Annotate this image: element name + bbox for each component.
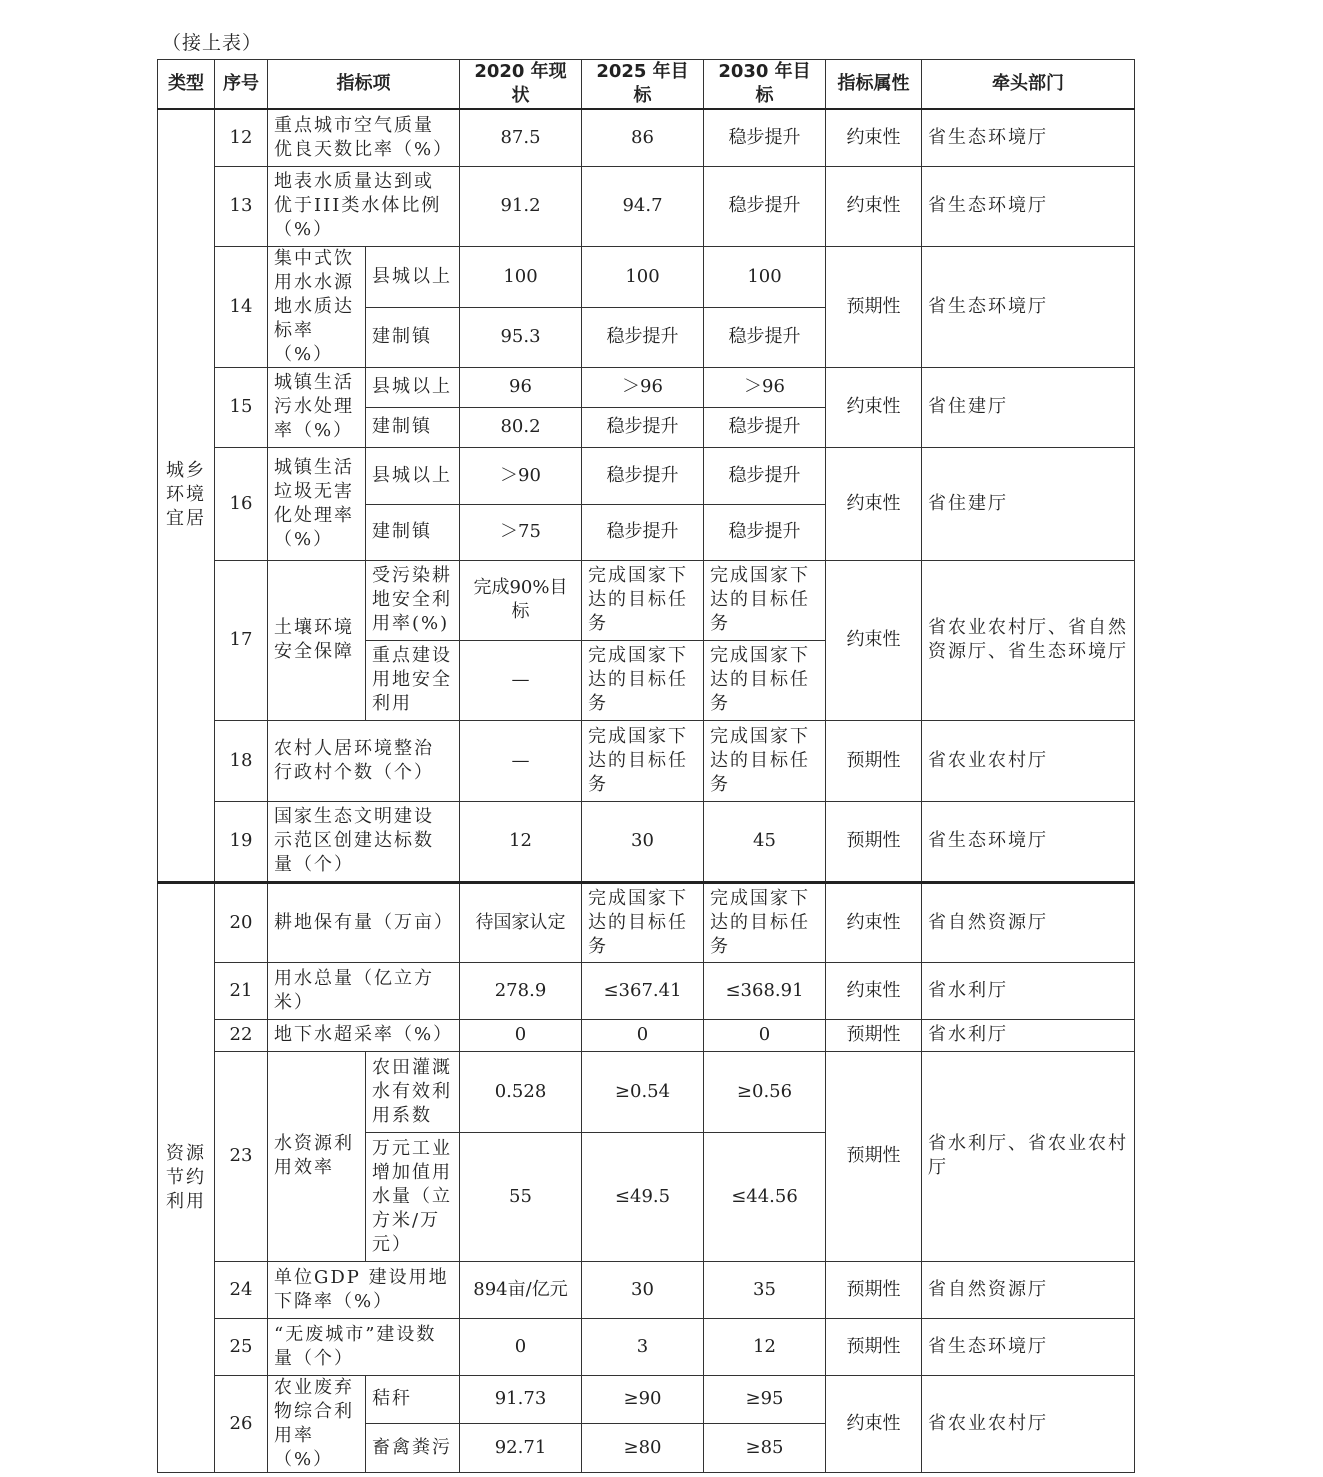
sub-indicator-name: 县城以上 [366, 447, 460, 504]
seq-cell: 22 [215, 1019, 268, 1051]
indicator-attr: 约束性 [826, 109, 922, 166]
value-2020: 87.5 [460, 109, 582, 166]
lead-dept: 省生态环境厅 [922, 166, 1135, 246]
indicator-attr: 预期性 [826, 1261, 922, 1318]
value-2020: — [460, 640, 582, 720]
value-2020: 100 [460, 246, 582, 308]
value-2025: ≤367.41 [582, 962, 704, 1019]
value-2025: 完成国家下达的目标任务 [582, 882, 704, 962]
value-2020: 待国家认定 [460, 882, 582, 962]
value-2030: ≥85 [704, 1424, 826, 1473]
indicator-name: 农村人居环境整治行政村个数（个） [268, 720, 460, 801]
value-2025: 3 [582, 1318, 704, 1375]
table-row [158, 720, 1135, 801]
table-row [158, 109, 1135, 166]
value-2030: 45 [704, 801, 826, 882]
header-row [158, 60, 1135, 110]
value-2030: 稳步提升 [704, 447, 826, 504]
value-2030: 稳步提升 [704, 308, 826, 367]
value-2030: 12 [704, 1318, 826, 1375]
table-continued-caption: （接上表） [162, 32, 263, 54]
value-2020: 894亩/亿元 [460, 1261, 582, 1318]
value-2025: 稳步提升 [582, 504, 704, 560]
header-2030: 2030 年目标 [704, 60, 826, 110]
value-2025: 完成国家下达的目标任务 [582, 720, 704, 801]
sub-indicator-name: 秸秆 [366, 1375, 460, 1424]
lead-dept: 省水利厅 [922, 962, 1135, 1019]
value-2020: 96 [460, 367, 582, 407]
seq-cell: 17 [215, 560, 268, 720]
value-2025: ≥90 [582, 1375, 704, 1424]
indicator-attr: 预期性 [826, 1019, 922, 1051]
value-2025: 100 [582, 246, 704, 308]
value-2030: 100 [704, 246, 826, 308]
table-row [158, 1318, 1135, 1375]
value-2025: 稳步提升 [582, 447, 704, 504]
lead-dept: 省生态环境厅 [922, 109, 1135, 166]
lead-dept: 省住建厅 [922, 447, 1135, 560]
value-2020: 95.3 [460, 308, 582, 367]
value-2020: ＞75 [460, 504, 582, 560]
sub-indicator-name: 建制镇 [366, 407, 460, 447]
lead-dept: 省农业农村厅 [922, 1375, 1135, 1472]
table-row [158, 882, 1135, 962]
indicator-name: 城镇生活垃圾无害化处理率（%） [268, 447, 366, 560]
sub-indicator-name: 建制镇 [366, 308, 460, 367]
indicator-name: 耕地保有量（万亩） [268, 882, 460, 962]
table-row [158, 246, 1135, 308]
indicator-attr: 约束性 [826, 962, 922, 1019]
value-2020: 0.528 [460, 1051, 582, 1132]
table-row [158, 962, 1135, 1019]
seq-cell: 12 [215, 109, 268, 166]
value-2025: ≥0.54 [582, 1051, 704, 1132]
indicator-attr: 约束性 [826, 166, 922, 246]
seq-cell: 15 [215, 367, 268, 447]
header-seq: 序号 [215, 60, 268, 110]
indicator-attr: 约束性 [826, 367, 922, 447]
value-2025: 94.7 [582, 166, 704, 246]
lead-dept: 省水利厅、省农业农村厅 [922, 1051, 1135, 1261]
value-2030: 完成国家下达的目标任务 [704, 882, 826, 962]
lead-dept: 省生态环境厅 [922, 801, 1135, 882]
indicator-attr: 预期性 [826, 720, 922, 801]
header-type: 类型 [158, 60, 215, 110]
sub-indicator-name: 建制镇 [366, 504, 460, 560]
indicator-attr: 预期性 [826, 801, 922, 882]
value-2030: 完成国家下达的目标任务 [704, 640, 826, 720]
value-2020: 12 [460, 801, 582, 882]
value-2030: ＞96 [704, 367, 826, 407]
indicator-name: 地下水超采率（%） [268, 1019, 460, 1051]
seq-cell: 18 [215, 720, 268, 801]
seq-cell: 26 [215, 1375, 268, 1472]
lead-dept: 省生态环境厅 [922, 1318, 1135, 1375]
value-2030: ≤368.91 [704, 962, 826, 1019]
lead-dept: 省自然资源厅 [922, 882, 1135, 962]
header-dept: 牵头部门 [922, 60, 1135, 110]
value-2025: 30 [582, 801, 704, 882]
table-row [158, 1019, 1135, 1051]
table-row [158, 447, 1135, 504]
indicator-name: 集中式饮用水水源地水质达标率（%） [268, 246, 366, 367]
value-2030: 稳步提升 [704, 407, 826, 447]
header-2020: 2020 年现状 [460, 60, 582, 110]
indicator-name: 农业废弃物综合利用率（%） [268, 1375, 366, 1472]
lead-dept: 省农业农村厅 [922, 720, 1135, 801]
value-2025: 86 [582, 109, 704, 166]
value-2030: 稳步提升 [704, 109, 826, 166]
value-2025: ≤49.5 [582, 1132, 704, 1261]
value-2020: 0 [460, 1318, 582, 1375]
header-attr: 指标属性 [826, 60, 922, 110]
value-2020: 91.73 [460, 1375, 582, 1424]
value-2030: ≤44.56 [704, 1132, 826, 1261]
value-2020: 80.2 [460, 407, 582, 447]
value-2030: 完成国家下达的目标任务 [704, 720, 826, 801]
indicator-name: 城镇生活污水处理率（%） [268, 367, 366, 447]
indicator-name: 土壤环境安全保障 [268, 560, 366, 720]
value-2020: — [460, 720, 582, 801]
indicator-attr: 约束性 [826, 882, 922, 962]
value-2030: 35 [704, 1261, 826, 1318]
sub-indicator-name: 受污染耕地安全利用率(%) [366, 560, 460, 640]
lead-dept: 省住建厅 [922, 367, 1135, 447]
value-2020: 55 [460, 1132, 582, 1261]
indicator-attr: 预期性 [826, 246, 922, 367]
table-row [158, 801, 1135, 882]
value-2025: 稳步提升 [582, 407, 704, 447]
indicator-name: 单位GDP 建设用地下降率（%） [268, 1261, 460, 1318]
sub-indicator-name: 农田灌溉水有效利用系数 [366, 1051, 460, 1132]
seq-cell: 21 [215, 962, 268, 1019]
indicator-attr: 约束性 [826, 560, 922, 720]
value-2020: 91.2 [460, 166, 582, 246]
indicator-table [157, 59, 1135, 1473]
value-2025: ≥80 [582, 1424, 704, 1473]
sub-indicator-name: 县城以上 [366, 367, 460, 407]
value-2025: 完成国家下达的目标任务 [582, 640, 704, 720]
seq-cell: 16 [215, 447, 268, 560]
seq-cell: 25 [215, 1318, 268, 1375]
header-2025: 2025 年目标 [582, 60, 704, 110]
lead-dept: 省水利厅 [922, 1019, 1135, 1051]
lead-dept: 省生态环境厅 [922, 246, 1135, 367]
category-urban: 城乡环境宜居 [158, 109, 215, 882]
indicator-attr: 预期性 [826, 1318, 922, 1375]
lead-dept: 省自然资源厅 [922, 1261, 1135, 1318]
indicator-name: “无废城市”建设数量（个） [268, 1318, 460, 1375]
sub-indicator-name: 重点建设用地安全利用 [366, 640, 460, 720]
seq-cell: 19 [215, 801, 268, 882]
value-2025: 30 [582, 1261, 704, 1318]
sub-indicator-name: 畜禽粪污 [366, 1424, 460, 1473]
seq-cell: 20 [215, 882, 268, 962]
table-row [158, 367, 1135, 407]
value-2020: ＞90 [460, 447, 582, 504]
seq-cell: 24 [215, 1261, 268, 1318]
indicator-name: 水资源利用效率 [268, 1051, 366, 1261]
value-2025: 稳步提升 [582, 308, 704, 367]
indicator-name: 国家生态文明建设示范区创建达标数量（个） [268, 801, 460, 882]
value-2020: 92.71 [460, 1424, 582, 1473]
value-2030: 0 [704, 1019, 826, 1051]
sub-indicator-name: 县城以上 [366, 246, 460, 308]
table-row [158, 1261, 1135, 1318]
lead-dept: 省农业农村厅、省自然资源厅、省生态环境厅 [922, 560, 1135, 720]
header-indicator: 指标项 [268, 60, 460, 110]
value-2025: ＞96 [582, 367, 704, 407]
indicator-name: 地表水质量达到或优于III类水体比例（%） [268, 166, 460, 246]
value-2025: 0 [582, 1019, 704, 1051]
sub-indicator-name: 万元工业增加值用水量（立方米/万元） [366, 1132, 460, 1261]
value-2020: 0 [460, 1019, 582, 1051]
indicator-name: 用水总量（亿立方米） [268, 962, 460, 1019]
value-2030: ≥0.56 [704, 1051, 826, 1132]
seq-cell: 14 [215, 246, 268, 367]
table-row [158, 1375, 1135, 1424]
category-resource: 资源节约利用 [158, 882, 215, 1472]
indicator-attr: 约束性 [826, 1375, 922, 1472]
table-row [158, 560, 1135, 640]
table-row [158, 1051, 1135, 1132]
seq-cell: 13 [215, 166, 268, 246]
indicator-attr: 约束性 [826, 447, 922, 560]
value-2030: ≥95 [704, 1375, 826, 1424]
value-2025: 完成国家下达的目标任务 [582, 560, 704, 640]
seq-cell: 23 [215, 1051, 268, 1261]
value-2020: 完成90%目标 [460, 560, 582, 640]
indicator-name: 重点城市空气质量优良天数比率（%） [268, 109, 460, 166]
value-2030: 完成国家下达的目标任务 [704, 560, 826, 640]
table-row [158, 166, 1135, 246]
value-2020: 278.9 [460, 962, 582, 1019]
value-2030: 稳步提升 [704, 504, 826, 560]
value-2030: 稳步提升 [704, 166, 826, 246]
indicator-attr: 预期性 [826, 1051, 922, 1261]
